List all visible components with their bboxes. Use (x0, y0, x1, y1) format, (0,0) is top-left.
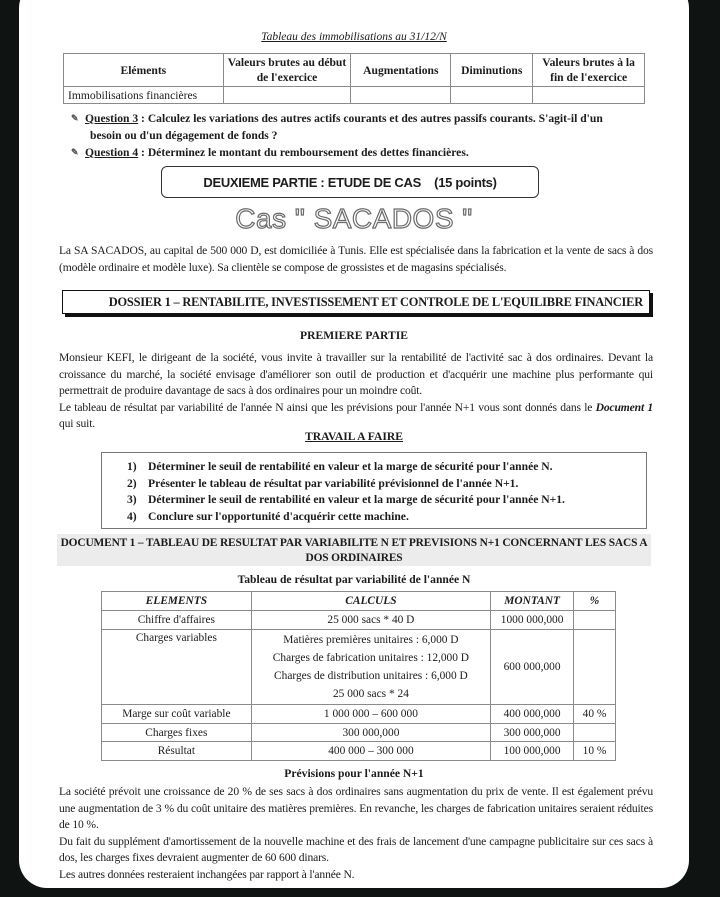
results-table-caption: Tableau de résultat par variabilité de l'année N (237, 573, 471, 586)
table-cell (451, 87, 533, 104)
forecast-heading: Prévisions pour l'année N+1 (284, 767, 424, 780)
calc-line: Charges de fabrication unitaires : 12,000 D (272, 651, 470, 664)
context-paragraph (59, 350, 653, 433)
amount-cell: 100 000,000 (491, 742, 574, 761)
amount-cell: 300 000,000 (491, 723, 574, 742)
question-3 (71, 110, 671, 144)
task-item (127, 492, 646, 509)
table-cell (223, 87, 351, 104)
task-number: 2) (127, 476, 137, 490)
header-cell: CALCULS (251, 592, 490, 611)
calc-line: 25 000 sacs * 24 (332, 688, 409, 701)
part-heading-box: DEUXIEME PARTIE : ETUDE DE CAS (15 points) (161, 166, 539, 198)
question-label: Question 3 (85, 112, 139, 125)
task-number: 3) (127, 493, 137, 507)
work-heading: TRAVAIL A FAIRE (305, 430, 403, 443)
section-heading: PREMIERE PARTIE (300, 329, 408, 342)
calc-line: Charges de distribution unitaires : 6,000 D (274, 669, 468, 682)
question-label: Question 4 (85, 146, 139, 159)
element-cell: Résultat (102, 742, 252, 761)
calc-cell: 1 000 000 – 600 000 (251, 705, 490, 724)
calc-line: Matières premières unitaires : 6,000 D (283, 633, 459, 646)
percent-cell (574, 629, 616, 705)
task-list (101, 452, 647, 529)
element-cell: Chiffre d'affaires (102, 611, 252, 630)
header-cell: Valeurs brutes à la fin de l'exercice (533, 54, 645, 87)
amount-cell: 400 000,000 (491, 705, 574, 724)
task-item (127, 459, 646, 476)
question-text: : Déterminez le montant du remboursement des dettes financières. (138, 146, 469, 159)
context-text: Le tableau de résultat par variabilité de l'année N ainsi que les prévisions pour l'année N+1 vous sont donnés dans le (59, 400, 596, 414)
amount-cell: 1000 000,000 (491, 611, 574, 630)
context-text: Monsieur KEFI, le dirigeant de la société, vous invite à travailler sur la rentabilité de l'activité sac à dos ordinaires. Devant la croissance du marché, la société envisage d'améliorer son outil de production et d'acquérir une machine plus performante qui permettrait de produire davantage de sacs à dos ordinaires pour un moindre coût. (59, 351, 653, 398)
header-cell: MONTANT (491, 592, 574, 611)
header-cell: ELEMENTS (102, 592, 252, 611)
element-cell: Charges fixes (102, 723, 252, 742)
heading-line: DOS ORDINAIRES (305, 551, 403, 564)
forecast-paragraph: Les autres données resteraient inchangées par rapport à l'année N. (59, 867, 355, 881)
table-row (102, 611, 616, 630)
question-4 (71, 144, 671, 162)
header-cell: Augmentations (351, 54, 451, 87)
table-row (102, 629, 616, 705)
calc-cell (251, 629, 490, 705)
header-cell: Valeurs brutes au début de l'exercice (223, 54, 351, 87)
percent-cell: 10 % (574, 742, 616, 761)
document-1-heading (57, 534, 651, 566)
forecast-paragraph: La société prévoit une croissance de 20 % de ses sacs à dos ordinaires sans augmentation du prix de vente. Il est également prévu une augmentation de 3 % du coût unitaire des matières premières. En revanche, les charges de fabrication unitaires seraient réduites de 10 %. (59, 785, 653, 832)
task-text: Conclure sur l'opportunité d'acquérir cette machine. (148, 509, 409, 523)
heading-line: DOCUMENT 1 – TABLEAU DE RESULTAT PAR VARIABILITE N ET PREVISIONS N+1 CONCERNANT LES SACS A (60, 537, 648, 549)
task-text: Déterminer le seuil de rentabilité en valeur et la marge de sécurité pour l'année N. (148, 460, 553, 473)
table-cell (533, 87, 645, 104)
context-text: qui suit. (59, 417, 96, 431)
case-title: Cas " SACADOS " (235, 203, 473, 234)
table-cell (351, 87, 451, 104)
document-page (19, 0, 689, 888)
table-row (102, 723, 616, 742)
table-cell: Immobilisations financières (64, 87, 224, 104)
table-row (64, 87, 645, 104)
pencil-bullet-icon: ✎ (71, 147, 79, 157)
pencil-bullet-icon: ✎ (71, 113, 79, 123)
calc-cell: 400 000 – 300 000 (251, 742, 490, 761)
question-text-continued: besoin ou d'un dégagement de fonds ? (90, 128, 278, 142)
header-cell: % (574, 592, 616, 611)
forecast-paragraph: Du fait du supplément d'amortissement de la nouvelle machine et des frais de lancement d'une campagne publicitaire sur ces sacs à dos, les charges fixes devraient augmenter de 60 600 dinars. (59, 834, 653, 865)
question-text: : Calculez les variations des autres actifs courants et des autres passifs courants. S'agit-il d'un (138, 112, 603, 125)
task-number: 1) (127, 460, 137, 473)
calc-cell: 25 000 sacs * 40 D (251, 611, 490, 630)
percent-cell (574, 611, 616, 630)
dossier-heading: DOSSIER 1 – RENTABILITE, INVESTISSEMENT ET CONTROLE DE L'EQUILIBRE FINANCIER (62, 290, 650, 314)
element-cell: Marge sur coût variable (102, 705, 252, 724)
intro-paragraph: La SA SACADOS, au capital de 500 000 D, est domiciliée à Tunis. Elle est spécialisée dans la fabrication et la vente de sacs à dos (modèle ordinaire et modèle luxe). Sa clientèle se compose de grossistes et de magasins spécialisés. (59, 244, 653, 274)
table-row (102, 742, 616, 761)
task-number: 4) (127, 509, 137, 523)
task-text: Déterminer le seuil de rentabilité en valeur et la marge de sécurité pour l'année N+1. (148, 493, 565, 507)
immobilisations-table (63, 53, 645, 104)
percent-cell: 40 % (574, 705, 616, 724)
document-reference: Document 1 (595, 400, 653, 414)
table-row (102, 705, 616, 724)
results-table (101, 591, 616, 761)
task-text: Présenter le tableau de résultat par variabilité prévisionnel de l'année N+1. (148, 476, 519, 490)
immobilisations-table-caption: Tableau des immobilisations au 31/12/N (261, 31, 447, 43)
task-item (127, 509, 646, 526)
header-cell: Diminutions (451, 54, 533, 87)
amount-cell: 600 000,000 (491, 629, 574, 705)
header-cell: Eléments (64, 54, 224, 87)
table-header-row (64, 54, 645, 87)
element-cell: Charges variables (102, 629, 252, 705)
task-item (127, 476, 646, 493)
table-header-row (102, 592, 616, 611)
forecast-paragraphs (59, 784, 653, 884)
calc-cell: 300 000,000 (251, 723, 490, 742)
percent-cell (574, 723, 616, 742)
